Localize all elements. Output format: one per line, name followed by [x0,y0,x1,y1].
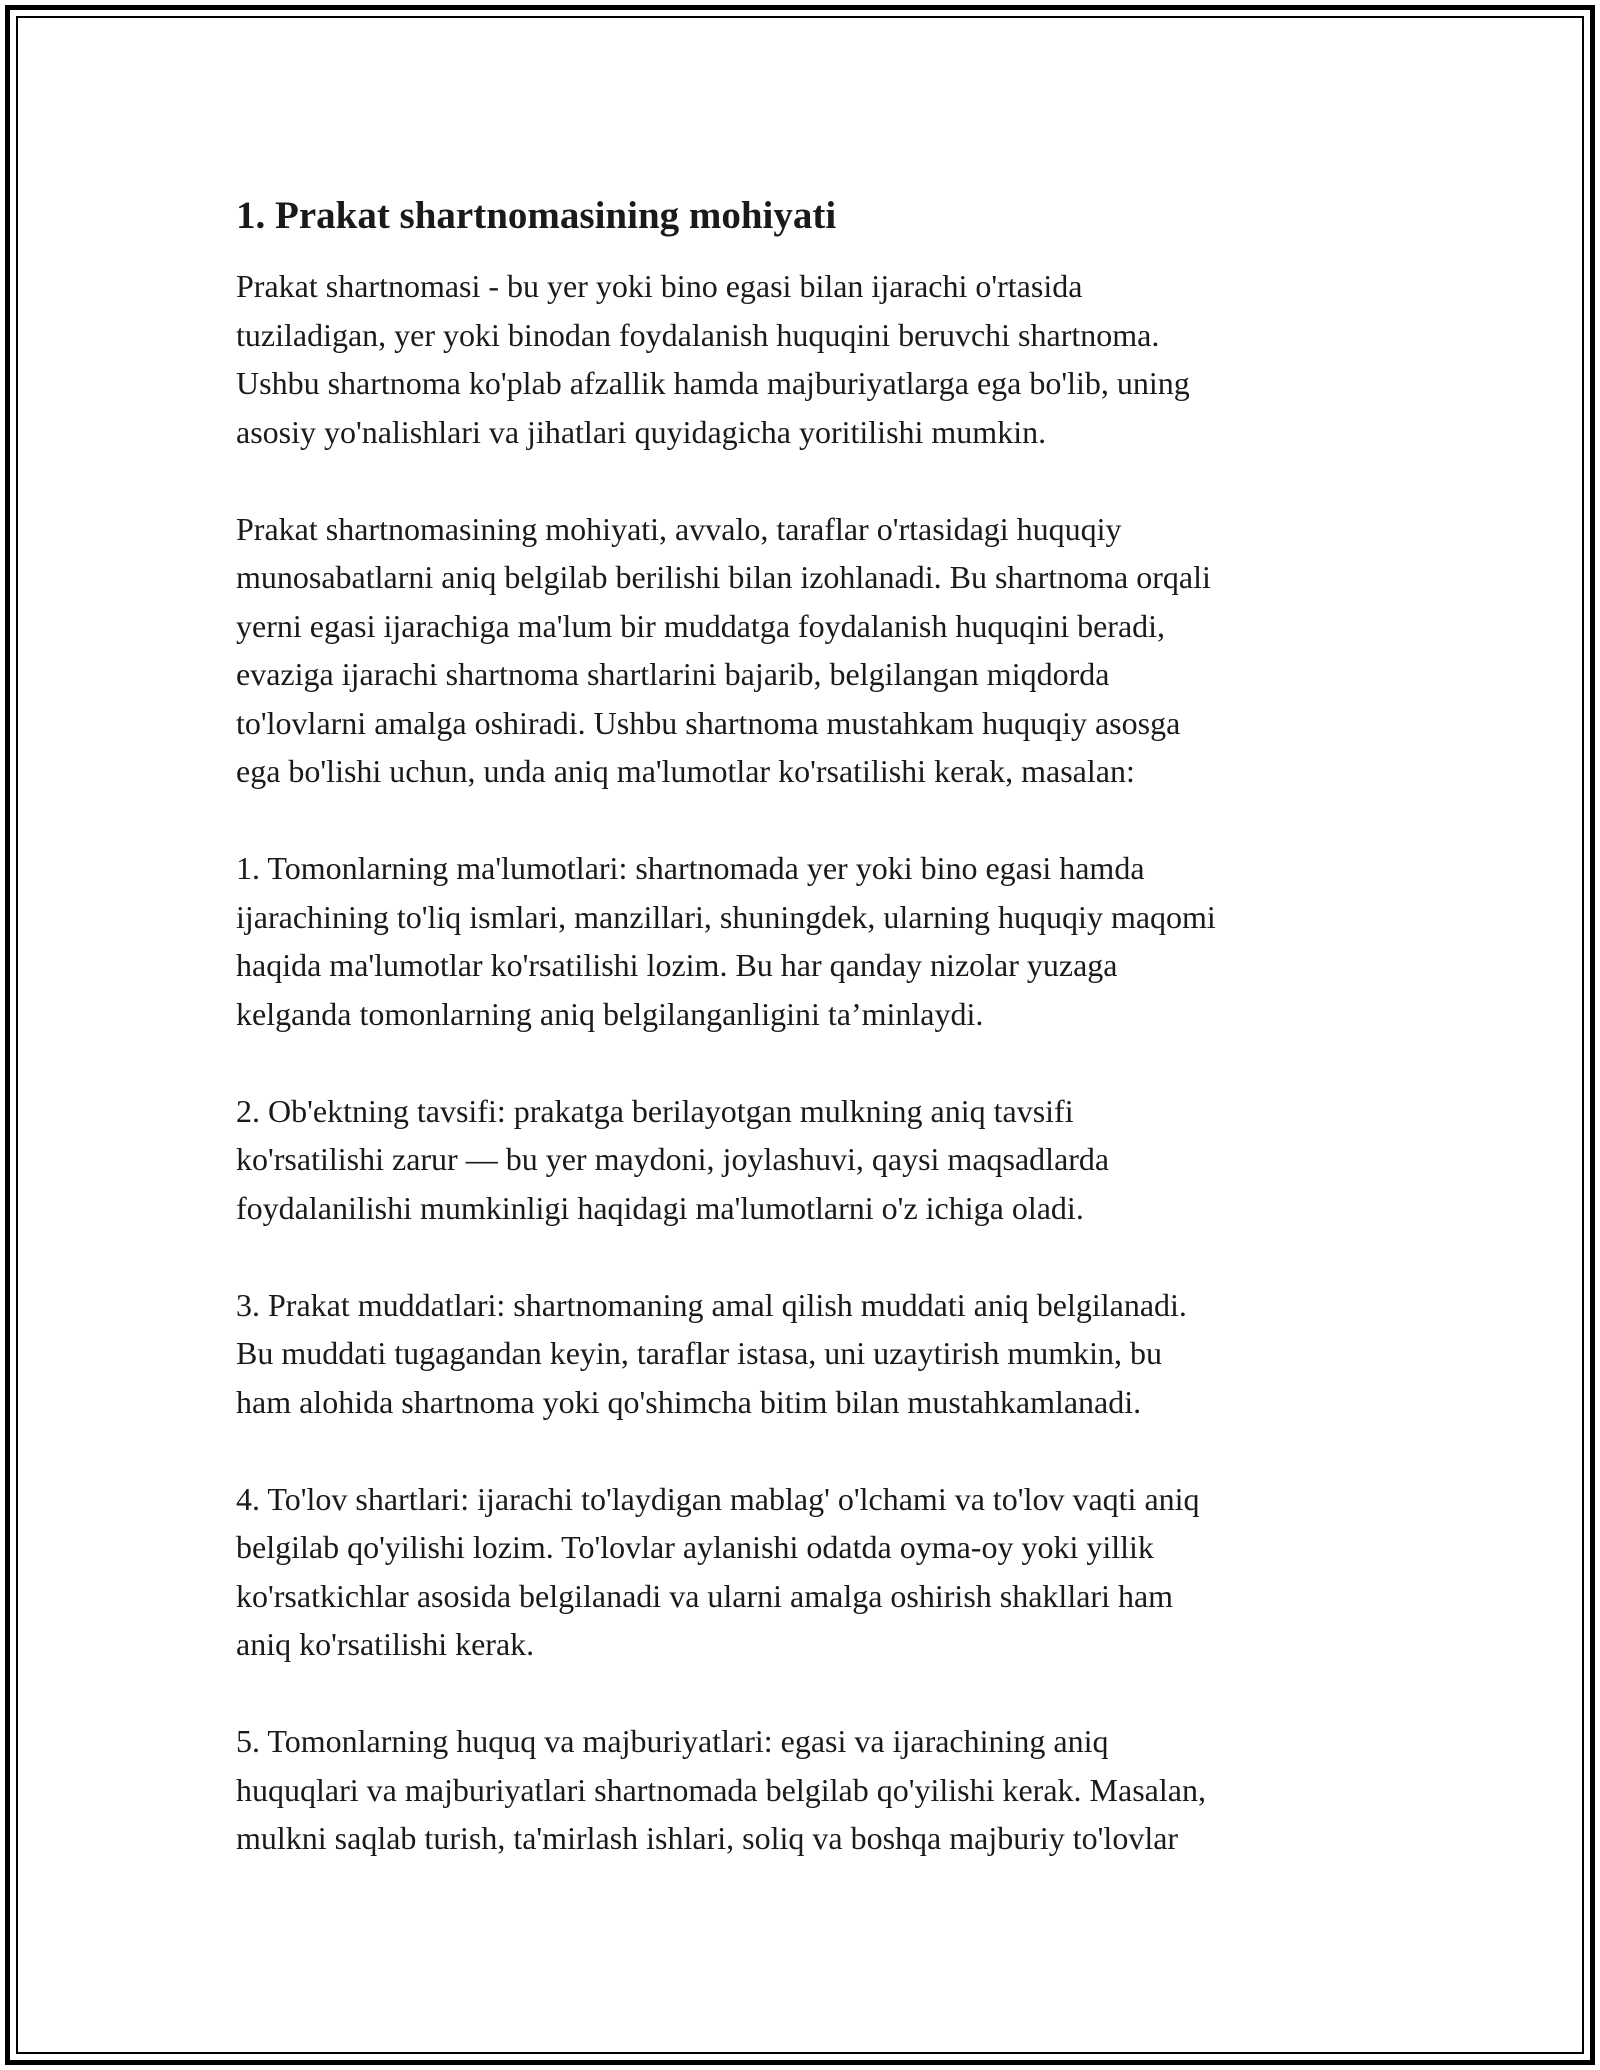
text-line: ijarachining to'liq ismlari, manzillari, shuningdek, ularning huquqiy maqomi [236,898,1216,935]
text-line: ham alohida shartnoma yoki qo'shimcha bitim bilan mustahkamlanadi. [236,1383,1142,1420]
text-line: belgilab qo'yilishi lozim. To'lovlar aylanishi odatda oyma-oy yoki yillik [236,1529,1154,1565]
text-line: ega bo'lishi uchun, unda aniq ma'lumotlar ko'rsatilishi kerak, masalan: [236,753,1135,789]
text-line: Prakat shartnomasi - bu yer yoki bino egasi bilan ijarachi o'rtasida [236,268,1083,304]
list-item-payment [236,1475,1366,1669]
text-line: Prakat shartnomasining mohiyati, avvalo, taraflar o'rtasidagi huquqiy [236,510,1122,547]
text-line: ko'rsatilishi zarur — bu yer maydoni, joylashuvi, qaysi maqsadlarda [236,1141,1110,1177]
paragraph-essence [236,505,1366,796]
text-line: kelganda tomonlarning aniq belgilanganligini ta’minlaydi. [236,995,984,1032]
text-line: ko'rsatkichlar asosida belgilanadi va ularni amalga oshirish shakllari ham [236,1577,1174,1614]
list-item-terms [236,1281,1366,1427]
text-line: munosabatlarni aniq belgilab berilishi bilan izohlanadi. Bu shartnoma orqali [236,559,1211,595]
text-line: foydalanilishi mumkinligi haqidagi ma'lumotlarni o'z ichiga oladi. [236,1189,1084,1226]
text-line: Ushbu shartnoma ko'plab afzallik hamda majburiyatlarga ega bo'lib, uning [236,365,1190,401]
text-line: 1. Tomonlarning ma'lumotlari: shartnomada yer yoki bino egasi hamda [236,850,1145,886]
list-item-rights [236,1717,1366,1863]
text-line: tuziladigan, yer yoki binodan foydalanish huquqini beruvchi shartnoma. [236,316,1160,353]
list-item-parties [236,844,1366,1038]
text-line: haqida ma'lumotlar ko'rsatilishi lozim. Bu har qanday nizolar yuzaga [236,947,1118,983]
text-line: 5. Tomonlarning huquq va majburiyatlari: egasi va ijarachining aniq [236,1723,1109,1759]
paragraph-intro [236,262,1366,456]
document-body [236,186,1366,1911]
text-line: Bu muddati tugagandan keyin, taraflar istasa, uni uzaytirish mumkin, bu [236,1335,1163,1371]
text-line: mulkni saqlab turish, ta'mirlash ishlari, soliq va boshqa majburiy to'lovlar [236,1820,1179,1856]
text-line: 4. To'lov shartlari: ijarachi to'laydigan mablag' o'lchami va to'lov vaqti aniq [236,1480,1200,1517]
section-heading: 1. Prakat shartnomasining mohiyati [236,194,837,237]
text-line: 3. Prakat muddatlari: shartnomaning amal qilish muddati aniq belgilanadi. [236,1286,1187,1323]
text-line: asosiy yo'nalishlari va jihatlari quyidagicha yoritilishi mumkin. [236,413,1047,450]
text-line: yerni egasi ijarachiga ma'lum bir muddatga foydalanish huquqini beradi, [236,607,1166,644]
list-item-object [236,1087,1366,1233]
text-line: aniq ko'rsatilishi kerak. [236,1626,535,1662]
text-line: evaziga ijarachi shartnoma shartlarini bajarib, belgilangan miqdorda [236,656,1110,692]
text-line: huquqlari va majburiyatlari shartnomada belgilab qo'yilishi kerak. Masalan, [236,1771,1206,1808]
text-line: to'lovlarni amalga oshiradi. Ushbu shartnoma mustahkam huquqiy asosga [236,704,1181,741]
text-line: 2. Ob'ektning tavsifi: prakatga berilayotgan mulkning aniq tavsifi [236,1092,1074,1129]
